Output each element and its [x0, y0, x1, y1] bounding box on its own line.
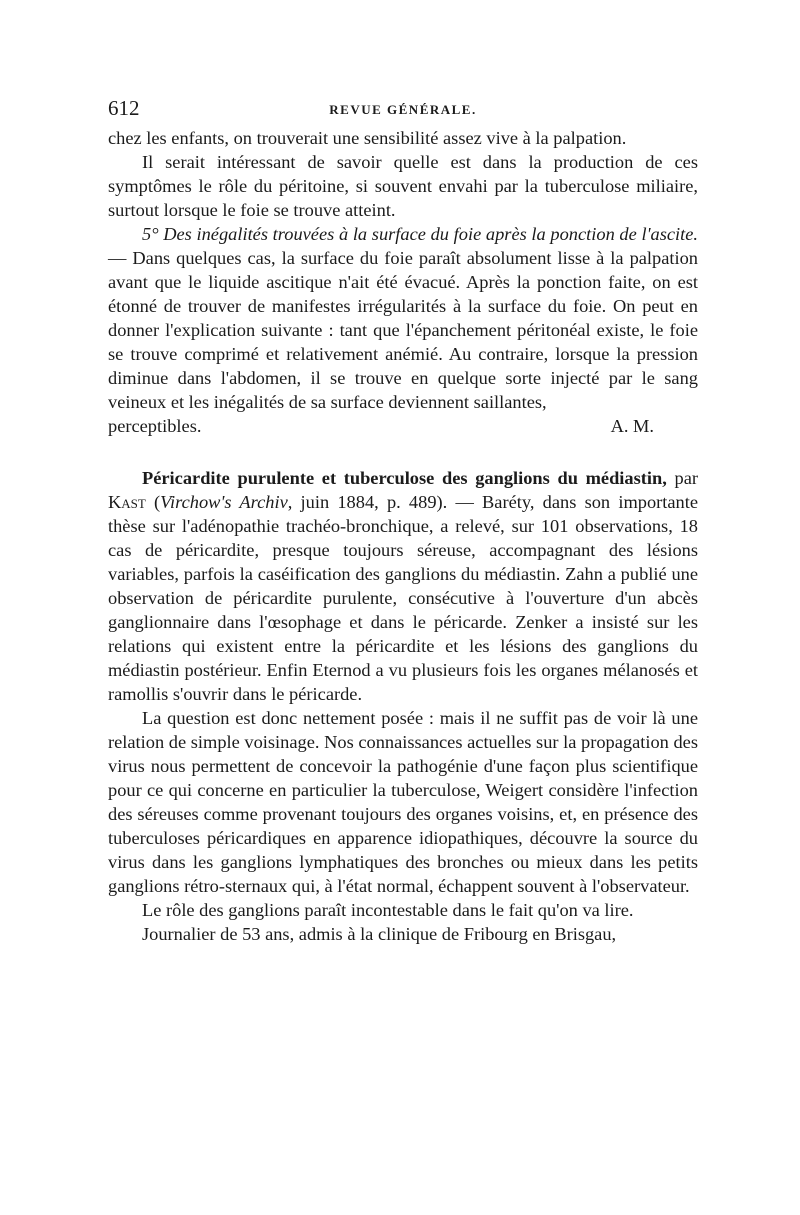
section-gap	[108, 438, 698, 466]
article-journal: Virchow's Archiv	[160, 492, 288, 512]
signature-line	[108, 414, 698, 438]
paragraph-continuation: chez les enfants, on trouverait une sensibilité assez vive à la palpation.	[108, 128, 627, 148]
article-author: Kast	[108, 492, 146, 512]
running-title: REVUE GÉNÉRALE.	[329, 102, 477, 117]
article-paragraph-role: Le rôle des ganglions paraît incontestable dans le fait qu'on va lire.	[142, 900, 634, 920]
article-paragraph-question: La question est donc nettement posée : mais il ne suffit pas de voir là une relation de simple voisinage. Nos connaissances actuelles sur la propagation des virus nous permettent de concevoir la pathogénie d'une façon plus scientifique pour ce qui concerne en particulier la tuberculose, Weigert considère l'infection des séreuses comme provenant toujours des organes voisins, et, en présence des tuberculoses péricardiques en apparence idiopathiques, découvre la source du virus dans les ganglions lymphatiques des bronches ou mieux dans les petits ganglions rétro-sternaux qui, à l'état normal, échappent souvent à l'observateur.	[108, 708, 698, 896]
paragraph-inegalites-last: perceptibles.	[108, 416, 202, 436]
article-paragraph-case: Journalier de 53 ans, admis à la clinique de Fribourg en Brisgau,	[142, 924, 617, 944]
article-title: Péricardite purulente et tuberculose des ganglions du médiastin,	[142, 468, 667, 488]
section-heading-inegalites: 5° Des inégalités trouvées à la surface du foie après la ponction de l'ascite.	[142, 224, 698, 244]
article-intro-body: — Baréty, dans son importante thèse sur l'adénopathie trachéo-bronchique, a relevé, sur 101 observations, 18 cas de péricardite, presque toujours séreuse, accompagnant des lésions variables, parfois la caséification des ganglions du médiastin. Zahn a publié une observation de péricardite purulente, consécutive à l'ouverture d'un abcès ganglionnaire dans l'œsophage et dans le péricarde. Zenker a insisté sur les relations qui existent entre la péricardite et les lésions des ganglions du médiastin postérieur. Enfin Eternod a vu plusieurs fois les organes mélanosés et ramollis s'ouvrir dans le péricarde.	[108, 492, 698, 704]
page-header	[108, 96, 698, 122]
page	[108, 96, 698, 946]
paragraph-inegalites-body: — Dans quelques cas, la surface du foie paraît absolument lisse à la palpation avant que le liquide ascitique n'ait été évacué. Après la ponction faite, on est étonné de trouver de manifestes irrégularités à la surface du foie. On peut en donner l'explication suivante : tant que l'épanchement péritonéal existe, le foie se trouve comprimé et relativement anémié. Au contraire, lorsque la pression diminue dans l'abdomen, il se trouve en quelque sorte injecté par le sang veineux et les inégalités de sa surface deviennent saillantes,	[108, 248, 698, 412]
page-body	[108, 126, 698, 946]
article-by: par	[666, 468, 698, 488]
author-initials: A. M.	[610, 416, 654, 436]
article-citation: , juin 1884, p. 489).	[287, 492, 448, 512]
page-number: 612	[108, 96, 140, 120]
paragraph-inegalites	[108, 222, 698, 414]
paragraph-peritoine: Il serait intéressant de savoir quelle est dans la production de ces symptômes le rôle du péritoine, si souvent envahi par la tuberculose miliaire, surtout lorsque le foie se trouve atteint.	[108, 152, 698, 220]
article-paren-open: (	[145, 492, 161, 512]
article-paragraph-intro	[108, 466, 698, 706]
